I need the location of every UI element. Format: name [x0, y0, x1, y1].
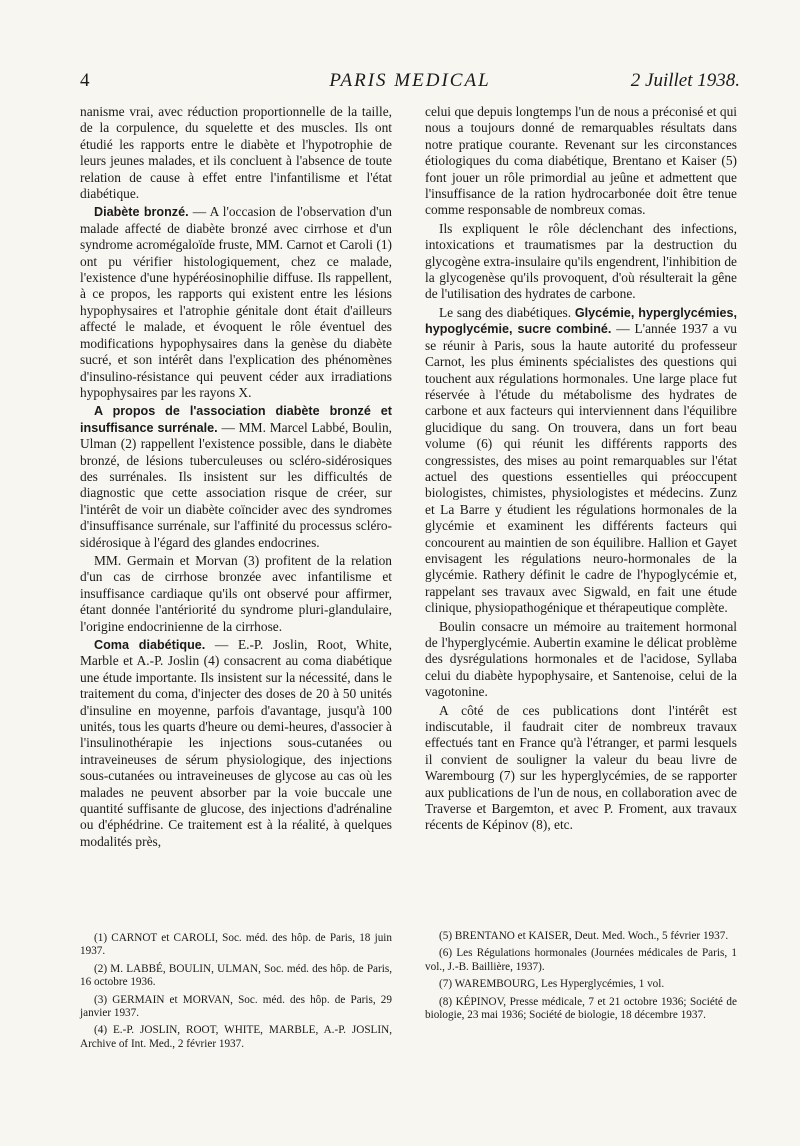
paragraph-text: — L'année 1937 a vu se réunir à Paris, sous la haute autorité du professeur Carnot, les plus éminents spécialistes des questions qui touchent aux régulations hormonales. Une large place fut réservée à l'étude du métabolisme des hydrates de carbone et aux facteurs qui interviennent dans l'équilibre glucidique du sang. On trouvera, dans un fort beau volume (6) qui réunit les différents rapports des congressistes, des mises au point remarquables sur l'état actuel des questions essentielles qui préoccupent biologistes, chimistes, physiologistes et médecins. Zunz et La Barre y étudient les régulations hormonales de la glycémie et examinent les différents facteurs qui concourent au maintien de son équilibre. Hallion et Gayet envisagent les régulations neuro-hormonales de la glycémie. Rathery définit le cadre de l'hypoglycémie et, rappelant ses travaux avec Sigwald, en fait une étude clinique, physiopathogénique et thérapeutique complète. [425, 321, 737, 616]
paragraph-coma-diabetique [80, 637, 392, 850]
paragraph: Ils expliquent le rôle déclenchant des infections, intoxications et traumatismes par la destruction du glycogène extra-insulaire qu'ils engendrent, l'inhibition de la glycogenèse qu'ils provoquent, d'où résulterait la gêne de l'utilisation des hydrates de carbone. [425, 220, 737, 302]
paragraph: nanisme vrai, avec réduction proportionnelle de la taille, de la corpulence, du squelette et des muscles. Ils ont étudié les rapports entre le diabète et l'hypotrophie de leurs jeunes malades, et ils concluent à l'absence de toute relation de cause à effet entre l'infantilisme et l'état diabétique. [80, 104, 392, 202]
section-heading: Coma diabétique. [94, 638, 206, 652]
journal-title: PARIS MEDICAL [329, 70, 491, 91]
section-heading: A propos de l'association diabète bronzé et insuffisance surrénale. [80, 404, 392, 435]
paragraph-text: — A l'occasion de l'observation d'un malade affecté de diabète bronzé avec cirrhose et d'un syndrome acromégaloïde fruste, MM. Carnot et Caroli (1) ont pu vérifier histologiquement, chez ce malade, l'existence d'une hypéréosinophilie diffuse. Ils rappellent, à ce propos, les rapports qui existent entre les lésions hypophysaires et l'atrophie génitale dont était d'ailleurs affecté le malade, et évoquent le rôle éventuel des modifications hypophysaires dans la genèse du diabète sucré, et son intérêt dans l'explication des phénomènes d'insulino-résistance qui peuvent céder aux irradiations hypophysaires par les rayons X. [80, 204, 392, 400]
paragraph-text: — MM. Marcel Labbé, Boulin, Ulman (2) rappellent l'existence possible, dans le diabète bronzé, de lésions tuberculeuses ou scléro-sidérosiques des surrénales. Ils insistent sur les difficultés de diagnostic que cette association risque de créer, sur l'intérêt de voir un diabète coïncider avec des syndromes d'insuffisance surrénale, sur l'affinité du processus scléro-sidérosique à l'égard des glandes endocrines. [80, 419, 392, 550]
footnote: (1) CARNOT et CAROLI, Soc. méd. des hôp. de Paris, 18 juin 1937. [80, 932, 392, 958]
footnote: (5) BRENTANO et KAISER, Deut. Med. Woch., 5 février 1937. [439, 930, 729, 942]
paragraph: Boulin consacre un mémoire au traitement hormonal de l'hyperglycémie. Aubertin examine le délicat problème des dysrégulations hormonales et de l'acidose, Syllaba celui du diabète hypophysaire, et Santenoise, celui de la vagotonine. [425, 618, 737, 700]
footnotes-left [80, 932, 392, 1055]
footnote: (7) WAREMBOURG, Les Hyperglycémies, 1 vol. [439, 978, 665, 991]
issue-date: 2 Juillet 1938. [630, 70, 740, 91]
paragraph-insuffisance-surrenale [80, 403, 392, 551]
paragraph-sang-diabetiques [425, 305, 737, 617]
page-number: 4 [80, 70, 90, 91]
page-header [80, 70, 740, 96]
right-column [425, 104, 737, 836]
footnote: (2) M. LABBÉ, BOULIN, ULMAN, Soc. méd. des hôp. de Paris, 16 octobre 1936. [80, 962, 392, 989]
footnotes-right [425, 930, 737, 1026]
paragraph-diabete-bronze [80, 204, 392, 401]
section-heading: Diabète bronzé. [94, 205, 189, 220]
paragraph: celui que depuis longtemps l'un de nous a préconisé et qui nous a toujours donné de remarquables résultats dans notre pratique courante. Revenant sur les circonstances étiologiques du coma diabétique, Brentano et Kaiser (5) font jouer un rôle primordial au jeûne et admettent que l'insuffisance de la ration hydrocarbonée doit être tenue comme responsable de nombreux comas. [425, 104, 737, 218]
footnote: (4) E.-P. JOSLIN, ROOT, WHITE, MARBLE, A.-P. JOSLIN, Archive of Int. Med., 2 février 1937. [80, 1024, 392, 1050]
paragraph: MM. Germain et Morvan (3) profitent de la relation d'un cas de cirrhose bronzée avec infantilisme et insuffisance cardiaque qu'ils ont observé pour affirmer, étant donnée l'antériorité du syndrome pluri-glandulaire, l'origine endocrinienne de la cirrhose. [80, 552, 392, 634]
paragraph: A côté de ces publications dont l'intérêt est indiscutable, il faudrait citer de nombreux travaux effectués tant en France qu'à l'étranger, et parmi lesquels il convient de souligner la valeur du beau livre de Warembourg (7) sur les hyperglycémies, de se rapporter aux publications de l'un de nous, en collaboration avec de Traverse et Bargemton, et avec P. Froment, aux travaux récents de Képinov (8), etc. [425, 702, 737, 833]
left-column [80, 104, 392, 852]
paragraph-text: — E.-P. Joslin, Root, White, Marble et A.-P. Joslin (4) consacrent au coma diabétique une étude importante. Ils insistent sur la nécessité, dans le traitement du coma, d'injecter des doses de 20 à 50 unités d'insuline en moyenne, parfois d'avantage, jusqu'à 100 unités, tous les quarts d'heure ou demi-heures, d'associer à l'insulinothérapie les injections sous-cutanées ou intraveineuses de sérum physiologique, des injections sous-cutanées ou intraveineuses de glycose au cas où les malades ne peuvent absorber par la voie buccale une quantité suffisante de glucose, des injections d'adrénaline ou d'éphédrine. Ce traitement est à la réalité, à quelques modalités près, [80, 637, 392, 849]
footnote: (6) Les Régulations hormonales (Journées médicales de Paris, 1 vol., J.-B. Baillière, 1937). [425, 947, 737, 973]
paragraph-lead: Le sang des diabétiques. [439, 304, 575, 320]
section-heading: Glycémie, hyperglycémies, hypoglycémie, sucre combiné. [425, 305, 737, 337]
footnote: (8) KÉPINOV, Presse médicale, 7 et 21 octobre 1936; Société de biologie, 23 mai 1936; Société de biologie, 18 décembre 1937. [425, 995, 737, 1022]
footnote: (3) GERMAIN et MORVAN, Soc. méd. des hôp. de Paris, 29 janvier 1937. [80, 993, 392, 1020]
